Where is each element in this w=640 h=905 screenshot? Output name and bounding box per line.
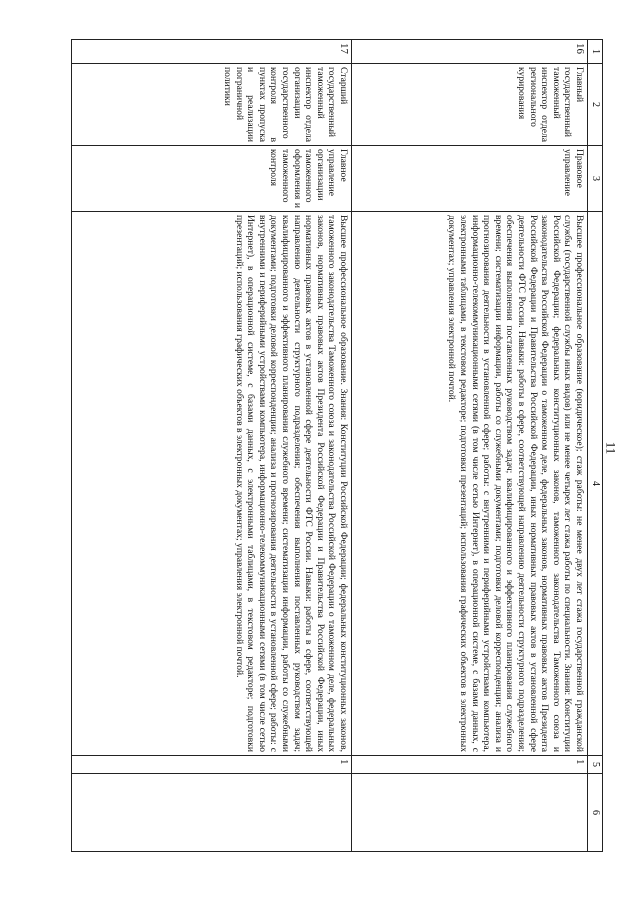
vacancy-count: 1 [72, 756, 352, 774]
column-header: 5 [588, 756, 603, 774]
column-header: 4 [588, 212, 603, 756]
column-header: 6 [588, 774, 603, 852]
department-name: Правовое управление [352, 146, 588, 212]
vacancy-count: 1 [352, 756, 588, 774]
column-header: 2 [588, 64, 603, 146]
positions-table [71, 39, 603, 852]
position-title: Старший государственный таможенный инспектор отдела организации государственного контроля в пунктах пропуска и реализации пограничной политики [72, 64, 352, 146]
empty-cell [72, 774, 352, 852]
requirements-text: Высшее профессиональное образование. Знания: Конституции Российской Федерации; федеральных конституционных законов, таможенного законодательства Таможенного союза и законодательства Российской Федерации о таможенном деле, федеральных законов, нормативных правовых актов Президента Российской Федерации и Правительства Российской Федерации, иных нормативных правовых актов в установленной сфере деятельности ФТС России. Навыки: работы в сфере, соответствующей направлению деятельности структурного подразделения; обеспечения выполнения поставленных руководством задач; квалифицированного и эффективного планирования служебного времени; систематизации информации, работы со служебными документами; подготовки деловой корреспонденции; анализа и прогнозирования деятельности в установленной сфере; работы: с внутренними и периферийными устройствами компьютера, информационно-телекоммуникационными сетями (в том числе сетью Интернет), в операционной системе, с базами данных, с электронными таблицами, в текстовом редакторе; подготовки презентаций; использования графических объектов в электронных документах; управления электронной почтой. [72, 212, 352, 756]
page-number: 11 [603, 441, 619, 455]
table-row [352, 40, 588, 852]
position-title: Главный государственный таможенный инспектор отдела регионального курирования [352, 64, 588, 146]
department-name: Главное управление организации таможенного оформления и таможенного контроля [72, 146, 352, 212]
table-row [72, 40, 352, 852]
column-header: 1 [588, 40, 603, 64]
requirements-text: Высшее профессиональное образование (юридическое); стаж работы: не менее двух лет стажа государственной гражданской службы (государственной службы иных видов) или не менее четырех лет стажа работы по специальности. Знания: Конституции Российской Федерации; федеральных конституционных законов, таможенного законодательства Таможенного союза и законодательства Российской Федерации о таможенном деле, федеральных законов, нормативных правовых актов Президента Российской Федерации и Правительства Российской Федерации, иных нормативных правовых актов в установленной сфере деятельности ФТС России. Навыки: работы в сфере, соответствующей направлению деятельности структурного подразделения; обеспечения выполнения поставленных руководством задач; квалифицированного и эффективного планирования служебного времени; систематизации информации, работы со служебными документами; подготовки деловой корреспонденции; анализа и прогнозирования деятельности в установленной сфере; работы: с внутренними и периферийными устройствами компьютера, информационно-телекоммуникационными сетями (в том числе сетью Интернет), в операционной системе, с базами данных, с электронными таблицами, в текстовом редакторе; подготовки презентаций; использования графических объектов в электронных документах; управления электронной почтой. [352, 212, 588, 756]
empty-cell [352, 774, 588, 852]
row-number: 16 [352, 40, 588, 64]
column-header: 3 [588, 146, 603, 212]
row-number: 17 [72, 40, 352, 64]
header-row [588, 40, 603, 852]
rotated-table-wrapper [71, 39, 603, 851]
